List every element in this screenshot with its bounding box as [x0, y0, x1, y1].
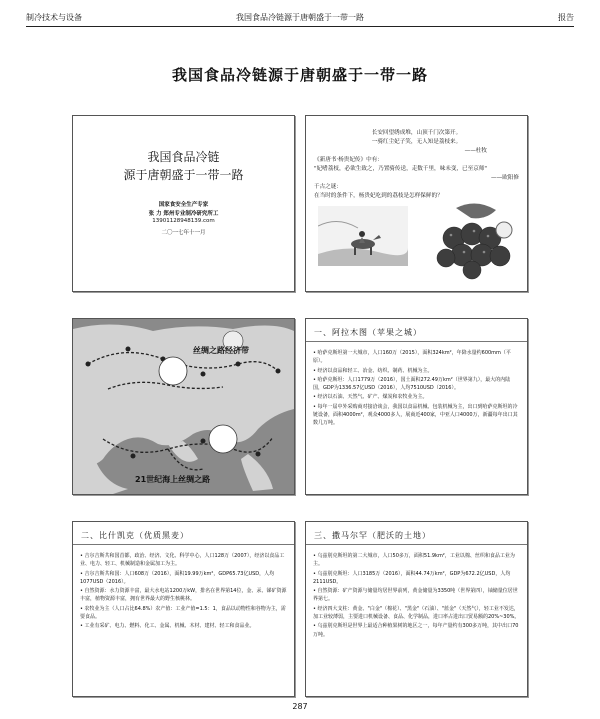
slide-bishkek: [72, 521, 295, 697]
map-label-land-route: 丝绸之路经济带: [193, 346, 249, 355]
cover-author-title: 国家食安全生产专家: [158, 202, 209, 208]
poem-line: 长安回望绣成堆，山顶千门次第开。: [371, 130, 462, 136]
bullet-item: • 乌兹别克斯坦的第二大城市，人口50多万，面积51.9km²，工业以棉、丝织和食品工业为主。: [313, 553, 515, 568]
slide-cover: [72, 115, 295, 292]
running-title: 我国食品冷链源于唐朝盛于一带一路: [236, 13, 364, 22]
section-label: 报告: [558, 13, 574, 22]
bullet-item: • 经济四大支柱：黄金、"白金"（棉花）、"黑金"（石油）、"蓝金"（天然气），轻工业不发达，加工业较薄弱，主要进口机械设备、食品、化学制品，进口率占进出口贸易额的20%~30%。: [313, 605, 520, 621]
bullet-item: • 自然资源：水力资源丰富，最大水电站1200万kW，排名在世界第14位，金、汞、锑矿资源丰富，植物资源丰富，拥有世界最大的野生核桃林。: [80, 588, 287, 603]
poem-attribution: ——欧阳修: [491, 175, 519, 181]
slide-heading: 一、阿拉木图（苹果之城）: [306, 325, 527, 342]
poem-question: 在当时的条件下，杨贵妃吃到的荔枝是怎样保鲜的？: [314, 193, 443, 199]
slide-samarkand: [305, 521, 528, 697]
bullet-item: • 乌兹别克斯坦：人口3185万（2016），面积44.74万km²，GDP为672.2亿USD，人均2111USD。: [313, 570, 511, 585]
cover-title-line1: 我国食品冷链: [147, 150, 220, 164]
bullet-item: • 吉尔吉斯共和国首都，政治、经济、文化、科学中心，人口128万（2007），经济以食品工业、电力、轻工、机械制造和金属加工为主。: [80, 553, 285, 568]
article-title: 我国食品冷链源于唐朝盛于一带一路: [171, 66, 428, 84]
cover-author-name: 张 力 郑州专业制冷研究所工: [148, 211, 219, 217]
bullet-list: [313, 349, 520, 429]
poem-line: "妃嗜荔枝，必欲生致之，乃置骑传送，走数千里，味未变，已至京师": [314, 166, 487, 172]
bullet-item: • 经济以石油、天然气、矿产、煤炭和农牧业为主。: [313, 394, 428, 401]
journal-name: 制冷技术与设备: [26, 13, 82, 22]
bullet-item: • 每年一届中外采购商对接洽谈会，我国以食品机械、包装机械为主，出口到哈萨克斯坦的冷链设备，面积4000m²，观众4000多人，展商近400家，中亚人口4000万，新疆每年出口其数几万吨。: [313, 403, 518, 427]
bullet-item: • 哈萨克斯坦：人口1779万（2016），国土面积272.49万km²（世界第九），最大的内陆国，GDP为1336.57亿USD（2016），人均7510USD（2016）。: [313, 376, 511, 392]
running-header: [26, 10, 574, 26]
bullet-item: • 乌兹别克斯坦是世界上最适合种植果树的地区之一，每年产量约有300多万吨，其中出口70万吨。: [313, 623, 519, 638]
bullet-item: • 哈萨克斯坦第一大城市，人口160万（2015），面积324km²，年降水量约600mm（平原）。: [313, 350, 511, 365]
bullet-list: [313, 552, 520, 640]
cover-date: 二〇一七年十一月: [161, 230, 206, 236]
lychee-photo: [426, 200, 518, 280]
bullet-item: • 农牧业为主（人口占比64.8%）农产值：工业产值=1.5：1，食品以动物性和谷物为主，需要食品。: [80, 605, 286, 621]
page-number: 287: [292, 702, 308, 711]
bullet-item: • 吉尔吉斯共和国：人口608万（2016），面积19.99万km²，GDP65.73亿USD，人均1077USD（2016）。: [80, 570, 275, 585]
bullet-item: • 经济以食品和轻工、冶金、纺织、制药、机械为主。: [313, 367, 433, 374]
bullet-item: • 自然资源：矿产资源与储量均居世界前列，黄金储量为3350吨（世界第四），铀储量位居世界第七。: [313, 588, 518, 603]
slide-almaty: [305, 318, 528, 495]
poem-line: 一骑红尘妃子笑，无人知是荔枝来。: [371, 139, 462, 145]
slide-heading: 二、比什凯克（优质黑麦）: [73, 528, 294, 545]
slide-heading: 三、撒马尔罕（肥沃的土地）: [306, 528, 527, 545]
bullet-item: • 工业有采矿、电力、燃料、化工、金属、机械、木材、建材、轻工和食品业。: [80, 623, 255, 630]
slide-poem: [305, 115, 528, 292]
cover-contact: 13901128948139.com: [152, 218, 215, 224]
slide-map: [72, 318, 295, 495]
poem-attribution: ——杜牧: [464, 148, 487, 154]
bullet-list: [80, 552, 287, 632]
map-label-sea-route: 21世纪海上丝绸之路: [135, 475, 211, 484]
poem-line: 《新唐书·杨贵妃传》中有：: [314, 157, 383, 163]
header-rule: [26, 26, 574, 27]
belt-road-map: [73, 319, 294, 494]
horse-rider-painting: [318, 206, 408, 266]
poem-line: 千古之谜：: [314, 184, 342, 190]
cover-title-line2: 源于唐朝盛于一带一路: [123, 168, 244, 182]
